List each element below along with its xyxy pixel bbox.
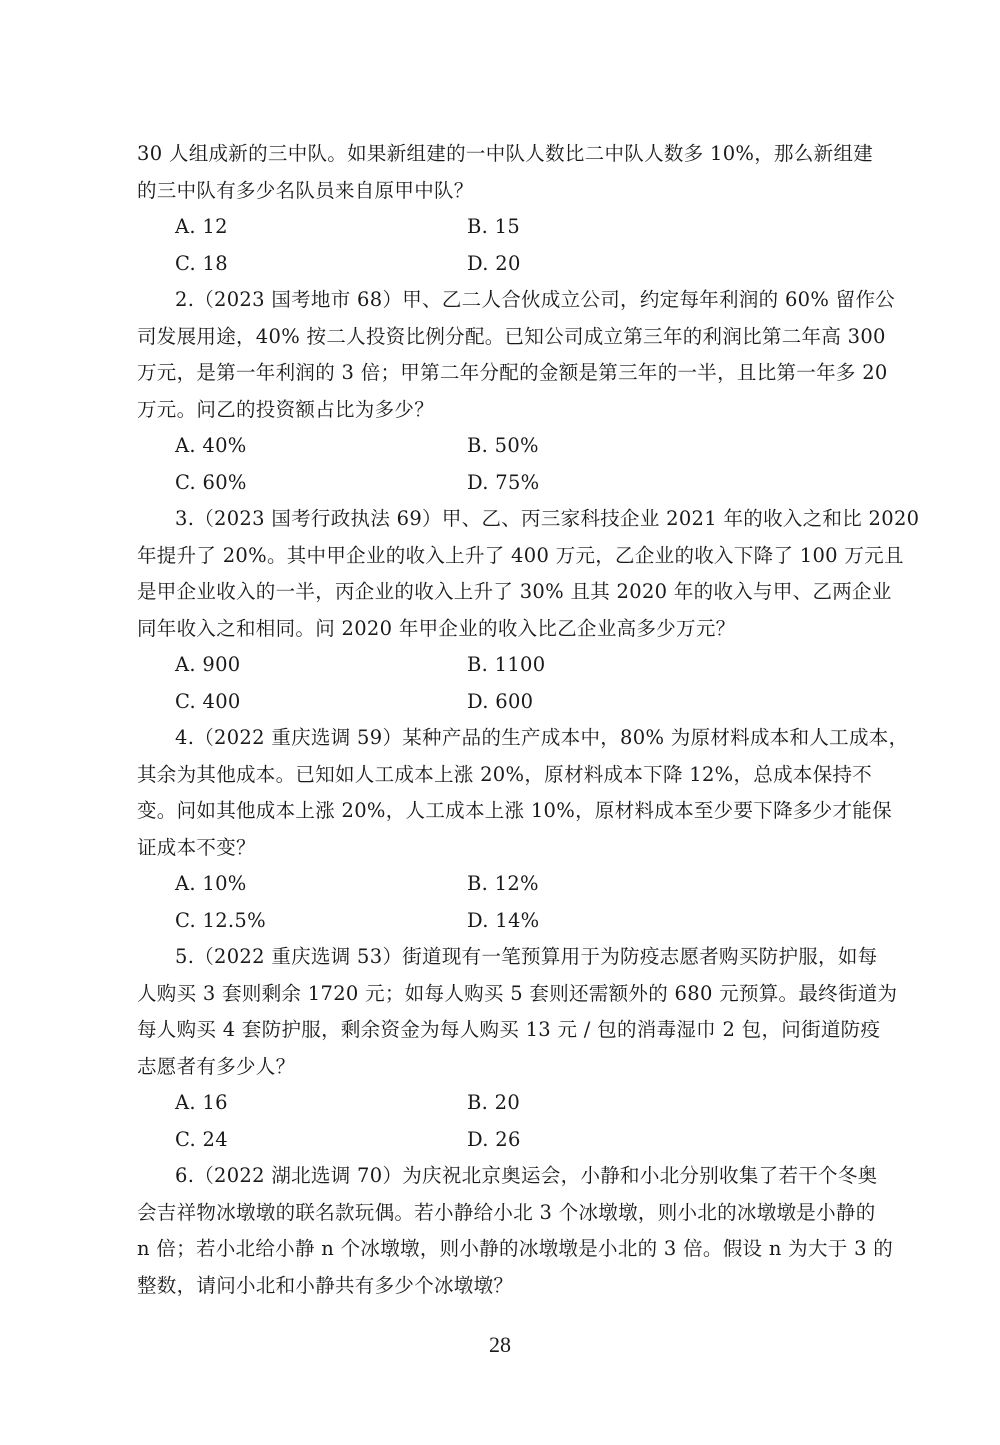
option-a: A. 40% xyxy=(175,434,247,457)
option-a: A. 12 xyxy=(175,215,228,238)
text-line: 每人购买 4 套防护服，剩余资金为每人购买 13 元 / 包的消毒湿巾 2 包，问街道防疫 xyxy=(137,1018,881,1041)
text-line: 整数，请问小北和小静共有多少个冰墩墩？ xyxy=(137,1273,514,1297)
option-b: B. 15 xyxy=(467,215,521,238)
options-row xyxy=(137,246,887,283)
option-d: D. 75% xyxy=(467,470,540,494)
text-line: 年提升了 20%。其中甲企业的收入上升了 400 万元，乙企业的收入下降了 100 万元且 xyxy=(137,543,904,567)
text-line: 万元，是第一年利润的 3 倍；甲第二年分配的金额是第三年的一半，且比第一年多 20 xyxy=(137,361,888,384)
text-line: 司发展用途，40% 按二人投资比例分配。已知公司成立第三年的利润比第二年高 300 xyxy=(137,324,886,348)
option-b: B. 50% xyxy=(467,434,539,457)
option-a: A. 16 xyxy=(175,1091,228,1114)
option-a: A. 10% xyxy=(175,872,247,895)
options-row xyxy=(137,903,887,940)
options-row xyxy=(137,1085,887,1122)
options-row xyxy=(137,647,887,684)
options-row xyxy=(137,465,887,502)
text-line: 同年收入之和相同。问 2020 年甲企业的收入比乙企业高多少万元？ xyxy=(137,616,736,640)
text-line: 证成本不变？ xyxy=(137,835,256,859)
text-line: 会吉祥物冰墩墩的联名款玩偶。若小静给小北 3 个冰墩墩，则小北的冰墩墩是小静的 xyxy=(137,1200,876,1224)
text-line: 志愿者有多少人？ xyxy=(137,1054,296,1078)
option-d: D. 14% xyxy=(467,908,540,932)
question-6-first-line: 6.（2022 湖北选调 70）为庆祝北京奥运会，小静和小北分别收集了若干个冬奥 xyxy=(175,1164,878,1187)
options-row xyxy=(137,1122,887,1159)
options-row xyxy=(137,428,887,465)
option-c: C. 60% xyxy=(175,470,247,494)
option-c: C. 400 xyxy=(175,689,241,713)
text-line: 是甲企业收入的一半，丙企业的收入上升了 30% 且其 2020 年的收入与甲、乙两企业 xyxy=(137,580,892,603)
text-line: 的三中队有多少名队员来自原甲中队？ xyxy=(137,178,474,202)
option-b: B. 1100 xyxy=(467,653,546,676)
text-line: 万元。问乙的投资额占比为多少？ xyxy=(137,397,435,421)
text-line: 其余为其他成本。已知如人工成本上涨 20%，原材料成本下降 12%，总成本保持不 xyxy=(137,762,873,786)
option-c: C. 24 xyxy=(175,1127,228,1151)
option-d: D. 600 xyxy=(467,689,534,713)
question-2-first-line: 2.（2023 国考地市 68）甲、乙二人合伙成立公司，约定每年利润的 60% 留作公 xyxy=(175,288,896,311)
text-line: 人购买 3 套则剩余 1720 元；如每人购买 5 套则还需额外的 680 元预算。最终街道为 xyxy=(137,981,898,1005)
option-b: B. 12% xyxy=(467,872,539,895)
text-line: 变。问如其他成本上涨 20%，人工成本上涨 10%，原材料成本至少要下降多少才能保 xyxy=(137,799,892,822)
option-c: C. 18 xyxy=(175,251,228,275)
text-line: n 倍；若小北给小静 n 个冰墩墩，则小静的冰墩墩是小北的 3 倍。假设 n 为大于 3 的 xyxy=(137,1237,894,1260)
question-1-continuation xyxy=(137,136,920,1304)
option-b: B. 20 xyxy=(467,1091,521,1114)
option-d: D. 26 xyxy=(467,1127,521,1151)
text-line: 30 人组成新的三中队。如果新组建的一中队人数比二中队人数多 10%，那么新组建 xyxy=(137,142,874,165)
option-c: C. 12.5% xyxy=(175,908,266,932)
question-3-first-line: 3.（2023 国考行政执法 69）甲、乙、丙三家科技企业 2021 年的收入之和比 2020 xyxy=(175,507,920,530)
option-a: A. 900 xyxy=(175,653,241,676)
options-row xyxy=(137,866,887,903)
option-d: D. 20 xyxy=(467,251,521,275)
options-row xyxy=(137,684,887,721)
question-5-first-line: 5.（2022 重庆选调 53）街道现有一笔预算用于为防疫志愿者购买防护服，如每 xyxy=(175,945,878,968)
options-row xyxy=(137,209,887,246)
question-4-first-line: 4.（2022 重庆选调 59）某种产品的生产成本中，80% 为原材料成本和人工成本， xyxy=(175,726,909,749)
page-number: 28 xyxy=(489,1332,511,1357)
